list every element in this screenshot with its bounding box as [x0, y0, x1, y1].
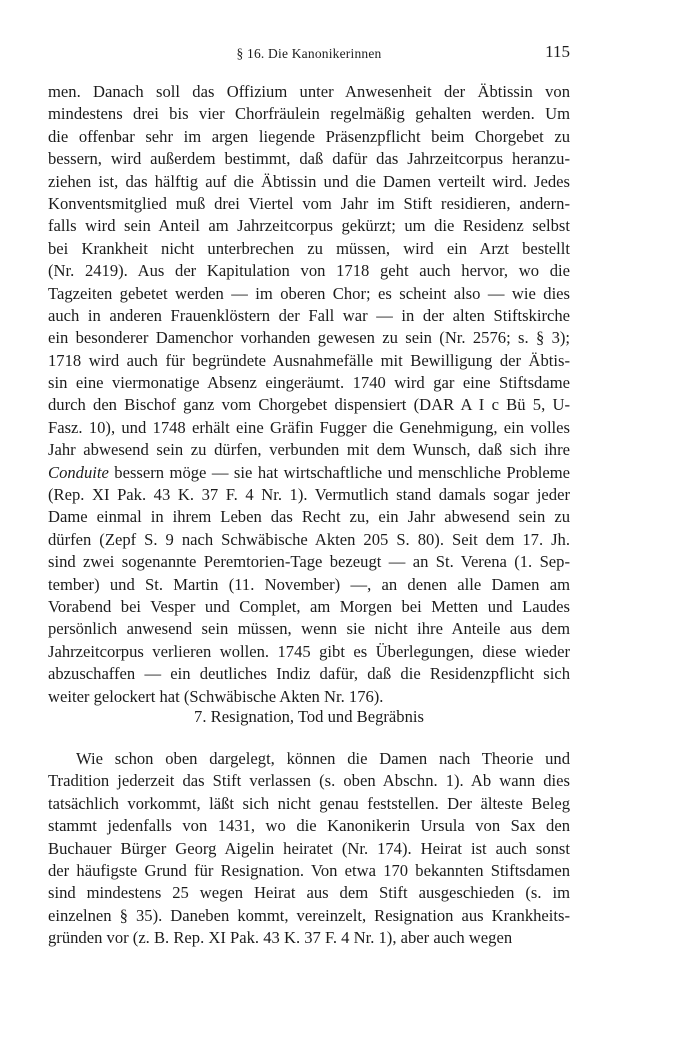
- text-line: tatsächlich vorkommt, läßt sich nicht genau feststellen. Der älteste Beleg: [48, 793, 570, 813]
- text-line: Tradition jederzeit das Stift verlassen (s. oben Abschn. 1). Ab wann dies: [48, 771, 570, 791]
- text-line: ein besonderer Damenchor vorhanden gewesen zu sein (Nr. 2576; s. § 3);: [48, 328, 570, 348]
- paragraph-continued: [48, 81, 570, 708]
- text-line: Dame einmal in ihrem Leben das Recht zu, ein Jahr abwesend sein zu: [48, 507, 570, 527]
- text-line: tember) und St. Martin (11. November) —, an denen alle Damen am: [48, 574, 570, 594]
- text-line: bei Krankheit nicht unterbrechen zu müssen, wird ein Arzt bestellt: [48, 238, 570, 258]
- text-line: stammt jedenfalls von 1431, wo die Kanonikerin Ursula von Sax den: [48, 816, 570, 836]
- paragraph-2: [48, 748, 570, 950]
- text-line: Buchauer Bürger Georg Aigelin heiratet (Nr. 174). Heirat ist auch sonst: [48, 838, 570, 858]
- text-line: sind zwei sogenannte Peremtorien-Tage bezeugt — an St. Verena (1. Sep-: [48, 552, 570, 572]
- text-line: 1718 wird auch für begründete Ausnahmefälle mit Bewilligung der Äbtis-: [48, 350, 570, 370]
- text-line: gründen vor (z. B. Rep. XI Pak. 43 K. 37 F. 4 Nr. 1), aber auch wegen: [48, 928, 513, 948]
- text-line: Jahrzeitcorpus verlieren wollen. 1745 gibt es Überlegungen, diese wieder: [48, 641, 570, 661]
- text-line: falls wird sein Anteil am Jahrzeitcorpus gekürzt; um die Residenz selbst: [48, 216, 570, 236]
- text-line: Conduite bessern möge — sie hat wirtschaftliche und menschliche Probleme: [48, 462, 570, 482]
- text-line: dürfen (Zepf S. 9 nach Schwäbische Akten 205 S. 80). Seit dem 17. Jh.: [48, 529, 570, 549]
- running-title: § 16. Die Kanonikerinnen: [236, 46, 382, 61]
- text-line: einzelnen § 35). Daneben kommt, vereinzelt, Resignation aus Krankheits-: [48, 905, 570, 925]
- text-line: persönlich anwesend sein müssen, wenn sie nicht ihre Anteile aus dem: [48, 619, 570, 639]
- text-line: Wie schon oben dargelegt, können die Damen nach Theorie und: [76, 749, 570, 768]
- text-line: ziehen ist, das hälftig auf die Äbtissin und die Damen verteilt wird. Jedes: [48, 171, 570, 191]
- paragraph-1: [48, 81, 570, 708]
- text-line: (Nr. 2419). Aus der Kapitulation von 1718 geht auch hervor, wo die: [48, 261, 570, 281]
- page-number: 115: [545, 42, 570, 61]
- text-line: abzuschaffen — ein deutliches Indiz dafür, daß die Residenzpflicht sich: [48, 664, 570, 684]
- text-line: (Rep. XI Pak. 43 K. 37 F. 4 Nr. 1). Vermutlich stand damals sogar jeder: [48, 485, 570, 505]
- text-line: Tagzeiten gebetet werden — im oberen Chor; es scheint also — wie dies: [48, 283, 570, 303]
- section-heading: 7. Resignation, Tod und Begräbnis: [194, 707, 424, 726]
- text-line: die offenbar sehr im argen liegende Präsenzpflicht beim Chorgebet zu: [48, 126, 570, 146]
- paragraph-new: [48, 748, 570, 950]
- text-line: sind mindestens 25 wegen Heirat aus dem Stift ausgeschieden (s. im: [48, 883, 570, 903]
- text-line: der häufigste Grund für Resignation. Von etwa 170 bekannten Stiftsdamen: [48, 860, 570, 880]
- text-line: Jahr abwesend sein zu dürfen, verbunden mit dem Wunsch, daß sich ihre: [48, 440, 570, 460]
- text-line: Konventsmitglied muß drei Viertel vom Jahr im Stift residieren, andern-: [48, 193, 570, 213]
- running-head: [48, 42, 570, 64]
- text-line: men. Danach soll das Offizium unter Anwesenheit der Äbtissin von: [48, 82, 570, 101]
- text-line: auch in anderen Frauenklöstern der Fall war — in der alten Stiftskirche: [48, 305, 570, 325]
- text-line: Fasz. 10), und 1748 erhält eine Gräfin Fugger die Genehmigung, ein volles: [48, 417, 570, 437]
- text-line: weiter gelockert hat (Schwäbische Akten Nr. 176).: [48, 686, 384, 706]
- text-line: Vorabend bei Vesper und Complet, am Morgen bei Metten und Laudes: [48, 596, 570, 616]
- text-line: durch den Bischof ganz vom Chorgebet dispensiert (DAR A I c Bü 5, U-: [48, 395, 570, 415]
- text-line: mindestens drei bis vier Chorfräulein regelmäßig gehalten werden. Um: [48, 104, 570, 124]
- text-line: sin eine viermonatige Absenz eingeräumt. 1740 wird gar eine Stiftsdame: [48, 373, 570, 393]
- text-line: bessern, wird außerdem bestimmt, daß dafür das Jahrzeitcorpus heranzu-: [48, 149, 570, 169]
